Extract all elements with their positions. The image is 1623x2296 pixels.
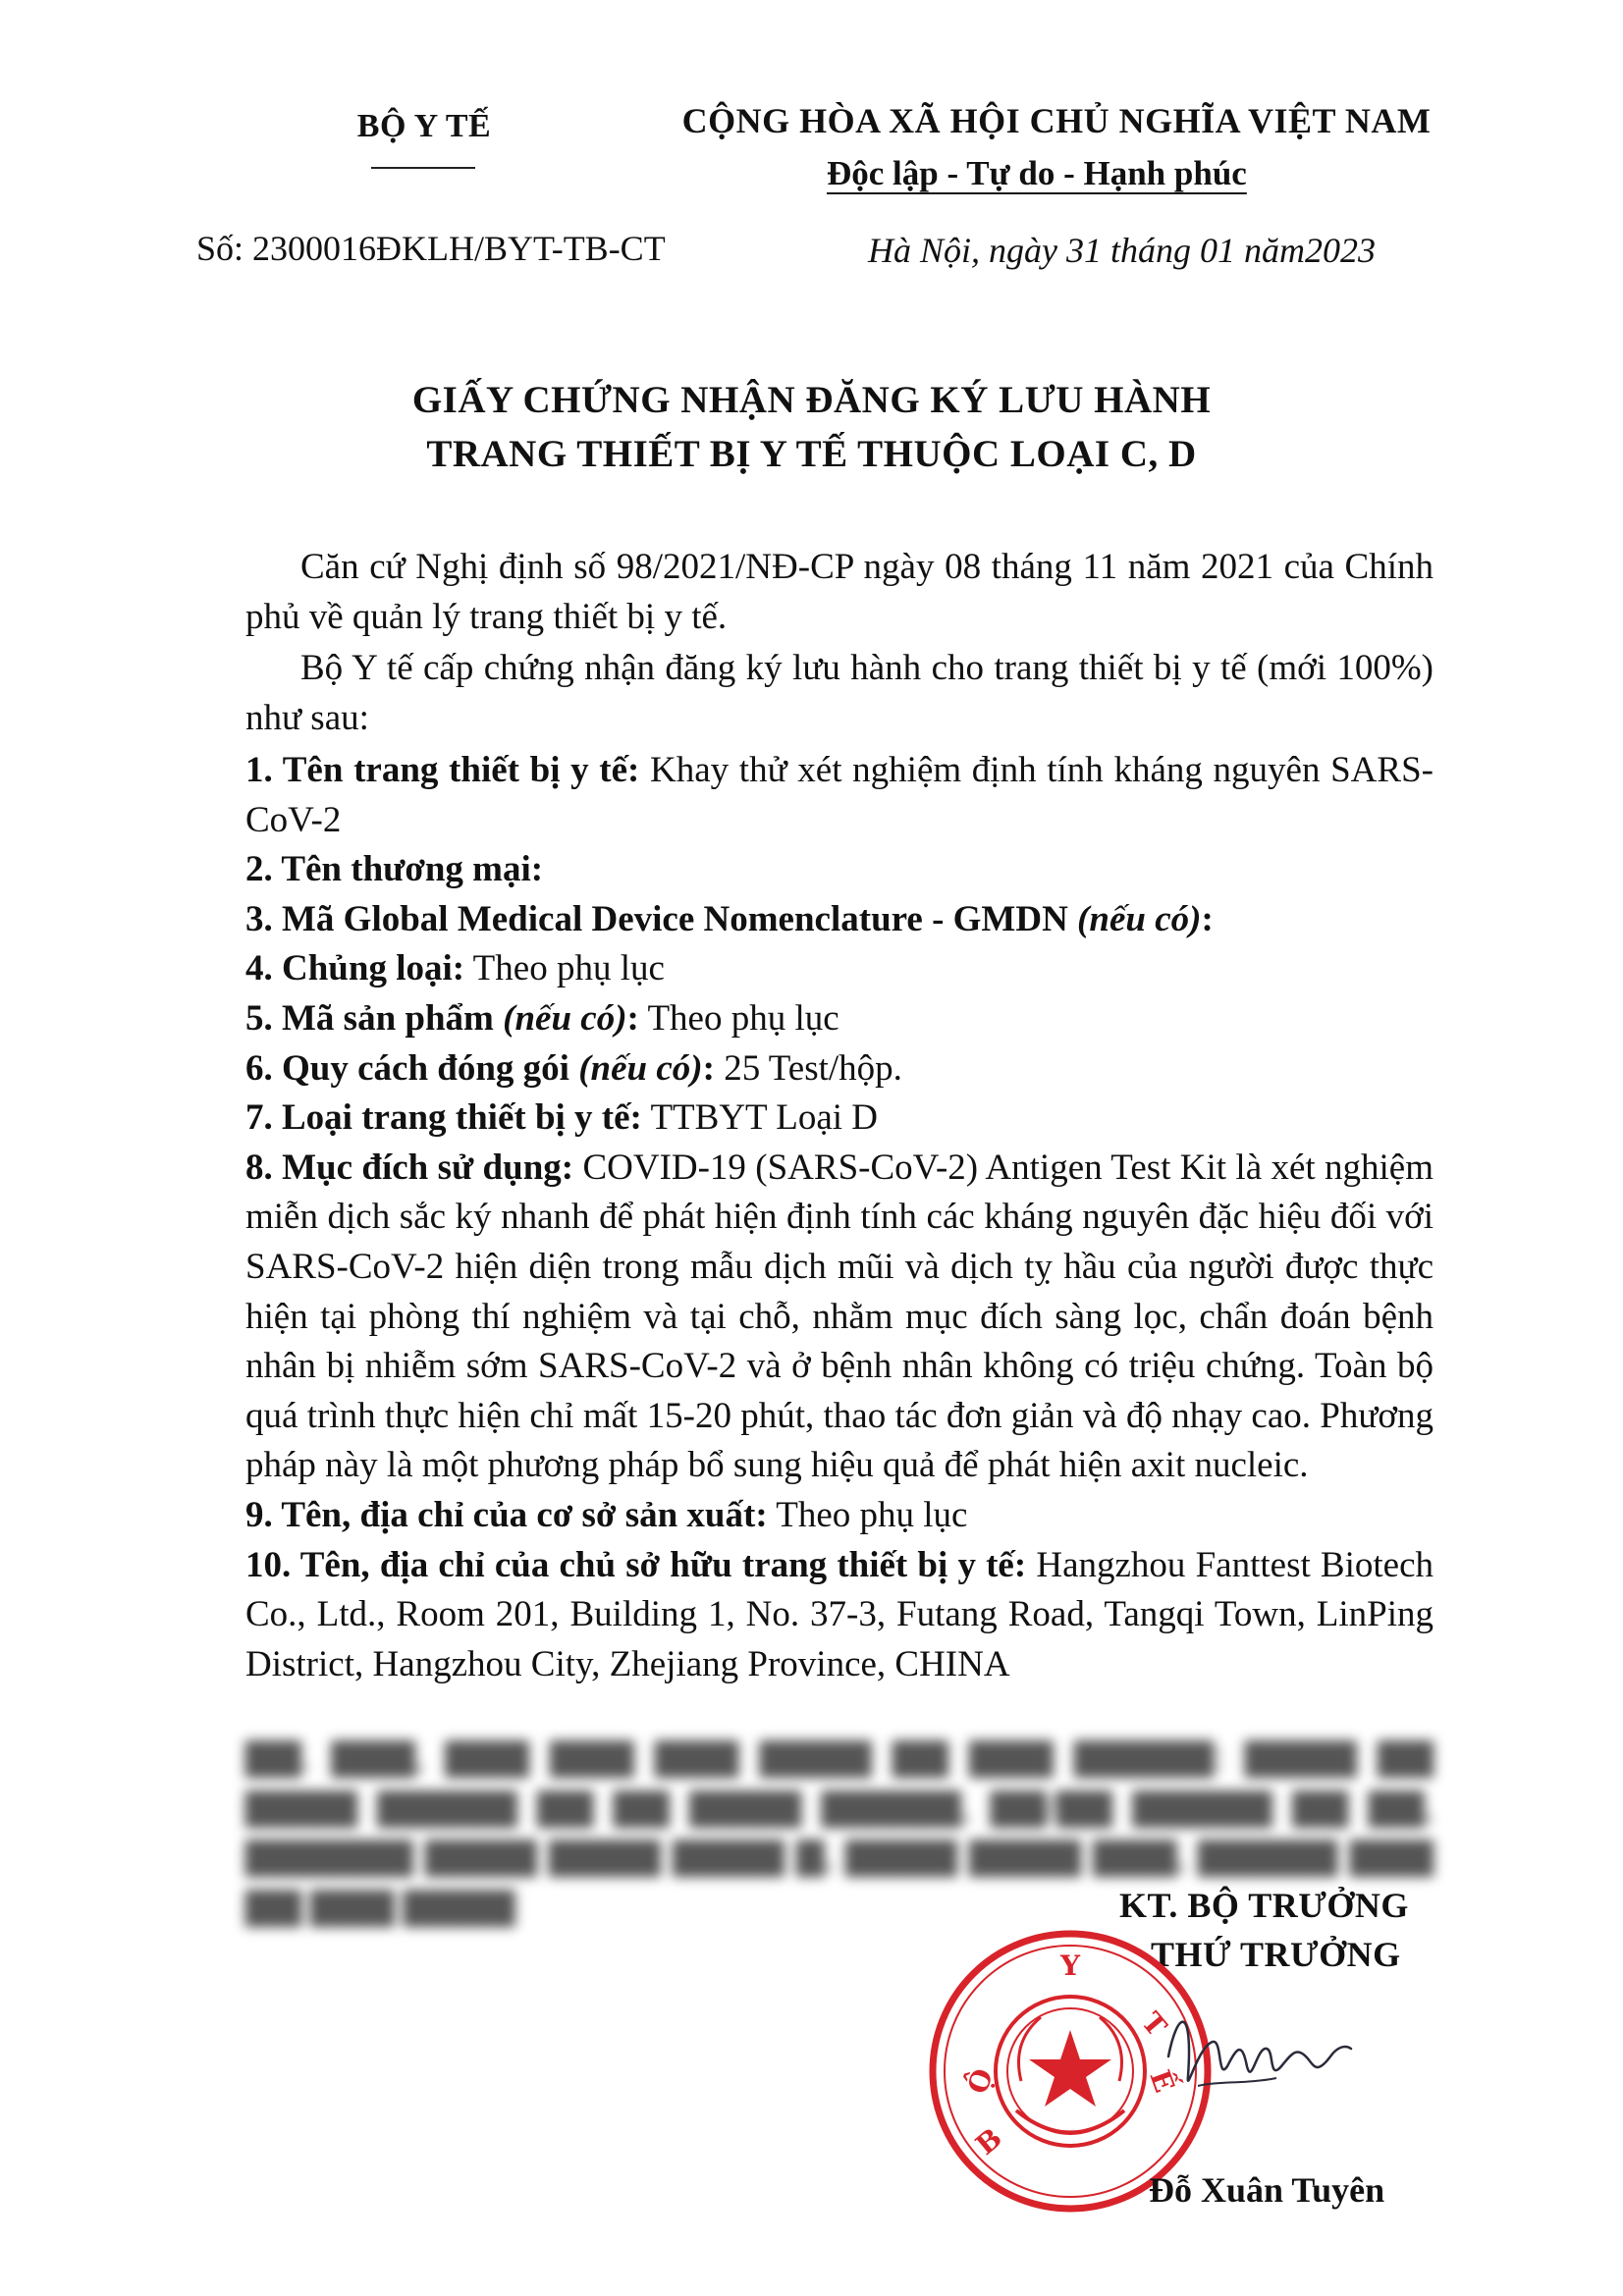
item-label-qualifier: (nếu có) <box>578 1047 703 1089</box>
device-detail-item <box>245 1144 1434 1491</box>
item-label: 10. Tên, địa chỉ của chủ sở hữu trang thiết bị y tế: <box>245 1544 1027 1585</box>
item-label: 8. Mục đích sử dụng: <box>245 1147 574 1188</box>
redacted-paragraph: ▇▇. ▇▇▇, ▇▇▇ ▇▇▇ ▇▇▇ ▇▇▇▇ ▇▇ ▇▇▇ ▇▇▇▇▇: ▇▇▇▇ ▇▇ ▇▇▇▇ ▇▇▇▇▇ ▇▇ ▇▇ ▇▇▇▇ ▇▇▇▇▇, ▇▇/▇▇ ▇▇▇▇▇ ▇▇ ▇▇, ▇▇▇▇▇▇ ▇▇▇▇ ▇▇▇▇ ▇▇▇▇ ▇, ▇▇▇▇ ▇▇▇▇ ▇▇▇, ▇▇▇▇▇ ▇▇▇ ▇▇ ▇▇▇ ▇▇▇▇ <box>245 1737 1434 1927</box>
svg-text:Ế: Ế <box>1143 2065 1181 2097</box>
svg-text:B: B <box>969 2121 1008 2162</box>
item-label-qualifier: (nếu có) <box>1077 898 1202 939</box>
nation-name: CỘNG HÒA XÃ HỘI CHỦ NGHĨA VIỆT NAM <box>681 101 1432 140</box>
item-label: 1. Tên trang thiết bị y tế: <box>245 750 640 790</box>
ministry-underline <box>371 167 475 169</box>
item-label: 7. Loại trang thiết bị y tế: <box>245 1097 642 1139</box>
document-title-line1: GIẤY CHỨNG NHẬN ĐĂNG KÝ LƯU HÀNH <box>411 379 1212 421</box>
item-value: Theo phụ lục <box>767 1494 968 1535</box>
item-label-colon: : <box>1201 898 1214 939</box>
item-label-colon: : <box>626 997 639 1039</box>
device-detail-item <box>245 1094 1434 1144</box>
device-detail-item <box>245 895 1434 945</box>
signatory-subtitle: THỨ TRƯỞNG <box>1151 1935 1401 1974</box>
item-label: 2. Tên thương mại: <box>245 849 544 890</box>
item-label: 9. Tên, địa chỉ của cơ sở sản xuất: <box>245 1494 768 1535</box>
device-detail-item <box>245 1541 1434 1690</box>
item-label: 5. Mã sản phẩm <box>245 997 504 1039</box>
document-dateline: Hà Nội, ngày 31 tháng 01 năm2023 <box>868 231 1376 270</box>
item-value: Theo phụ lục <box>638 997 839 1039</box>
legal-basis-paragraph: Căn cứ Nghị định số 98/2021/NĐ-CP ngày 08 tháng 11 năm 2021 của Chính phủ về quản lý trang thiết bị y tế. <box>245 547 1434 637</box>
national-motto: Độc lập - Tự do - Hạnh phúc <box>827 154 1247 192</box>
device-detail-item <box>245 944 1434 994</box>
item-label-colon: : <box>702 1047 715 1089</box>
item-value: TTBYT Loại D <box>641 1097 879 1139</box>
item-label: 3. Mã Global Medical Device Nomenclature - GMDN <box>245 898 1078 939</box>
device-detail-item <box>245 994 1434 1044</box>
device-detail-item <box>245 1491 1434 1541</box>
svg-text:T: T <box>1135 2005 1173 2043</box>
device-detail-item <box>245 1044 1434 1095</box>
grant-paragraph: Bộ Y tế cấp chứng nhận đăng ký lưu hành cho trang thiết bị y tế (mới 100%) như sau: <box>245 648 1434 738</box>
ministry-name: BỘ Y TẾ <box>356 108 492 144</box>
item-value: COVID-19 (SARS-CoV-2) Antigen Test Kit là xét nghiệm miễn dịch sắc ký nhanh để phát hiện định tính các kháng nguyên đặc hiệu đối với SARS-CoV-2 hiện diện trong mẫu dịch mũi và dịch tỵ hầu của người được thực hiện tại phòng thí nghiệm và tại chỗ, nhằm mục đích sàng lọc, chẩn đoán bệnh nhân bị nhiễm sớm SARS-CoV-2 và ở bệnh nhân không có triệu chứng. Toàn bộ quá trình thực hiện chỉ mất 15-20 phút, thao tác đơn giản và độ nhạy cao. Phương pháp này là một phương pháp bổ sung hiệu quả để phát hiện axit nucleic. <box>245 1147 1434 1486</box>
item-value: Khay thử xét nghiệm định tính kháng nguyên SARS-CoV-2 <box>245 750 1434 840</box>
device-detail-item <box>245 746 1434 845</box>
signer-name: Đỗ Xuân Tuyên <box>1149 2170 1385 2210</box>
document-title-line2: TRANG THIẾT BỊ Y TẾ THUỘC LOẠI C, D <box>426 433 1197 475</box>
svg-text:Ộ: Ộ <box>960 2064 1001 2099</box>
item-value: 25 Test/hộp. <box>714 1047 902 1089</box>
item-label: 4. Chủng loại: <box>245 948 465 989</box>
item-label-qualifier: (nếu có) <box>503 997 627 1039</box>
document-number: Số: 2300016ĐKLH/BYT-TB-CT <box>196 229 666 268</box>
device-details-list <box>245 746 1434 1689</box>
svg-text:Y: Y <box>1060 1949 1080 1982</box>
item-value: Hangzhou Fanttest Biotech Co., Ltd., Room 201, Building 1, No. 37-3, Futang Road, Tangqi Town, LinPing District, Hangzhou City, Zhejiang Province, CHINA <box>245 1544 1434 1684</box>
item-label: 6. Quy cách đóng gói <box>245 1047 579 1089</box>
signatory-title: KT. BỘ TRƯỞNG <box>1119 1886 1409 1925</box>
handwritten-signature <box>1159 1988 1355 2115</box>
item-value: Theo phụ lục <box>464 948 665 989</box>
device-detail-item <box>245 845 1434 895</box>
